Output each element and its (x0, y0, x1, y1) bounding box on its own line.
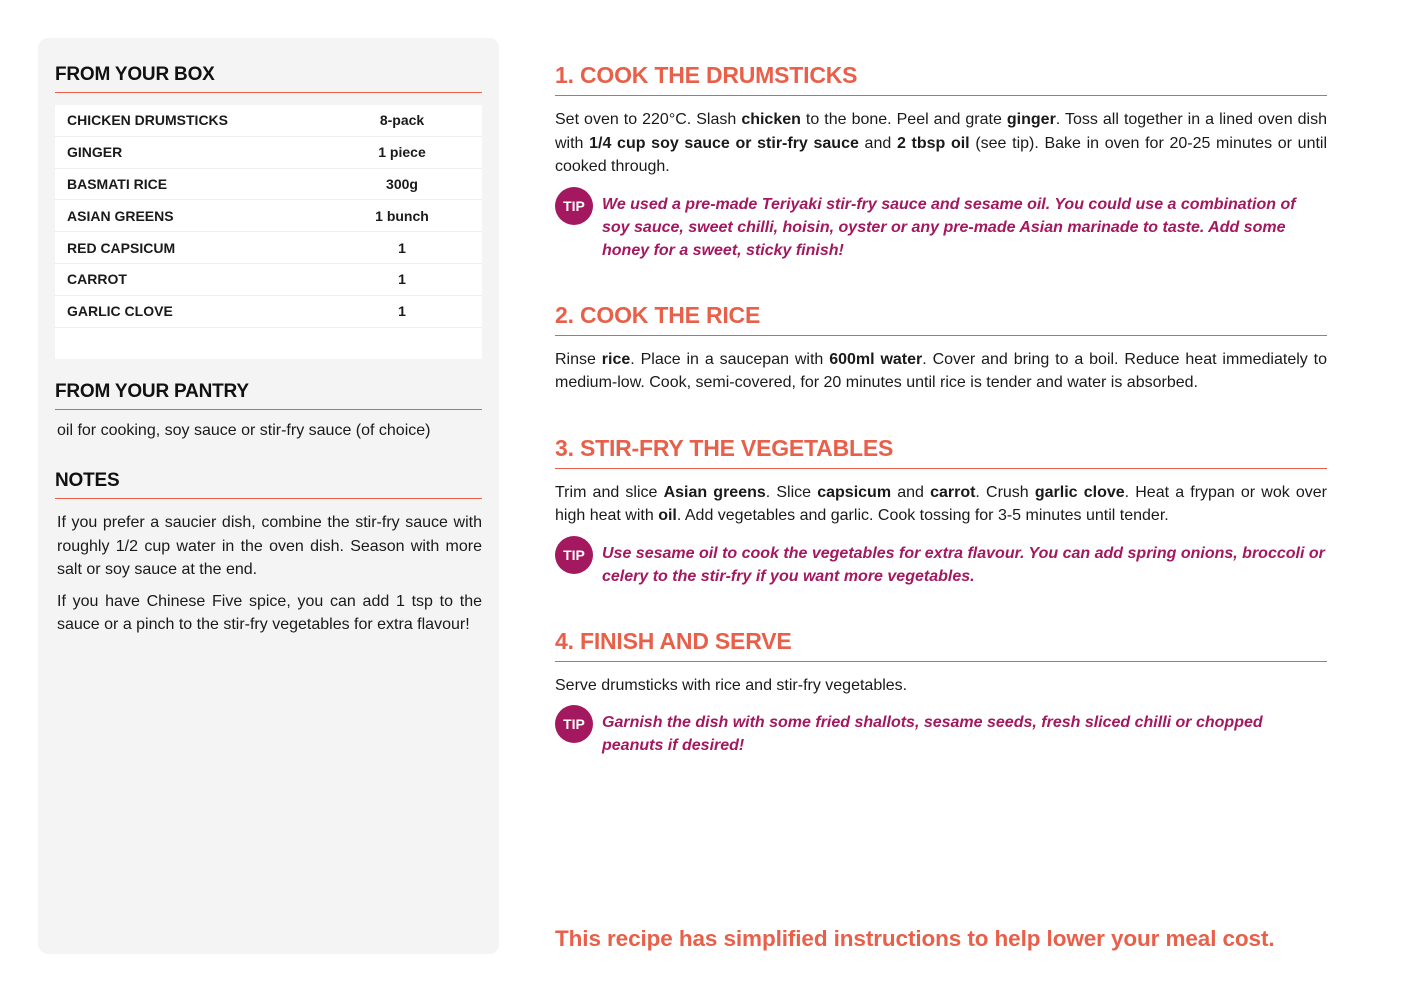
ingredient-qty: 1 piece (378, 144, 426, 161)
note-paragraph: If you prefer a saucier dish, combine the stir-fry sauce with roughly 1/2 cup water in the oven dish. Season with more salt or soy sauce at the end. (57, 514, 482, 578)
ingredient-qty: 1 (398, 271, 406, 288)
notes-heading: NOTES (55, 470, 482, 499)
instruction-text: . Heat a frypan or wok over high heat with (555, 483, 1328, 524)
instruction-text: and (858, 134, 897, 152)
instruction-text: . Add vegetables and garlic. Cook tossing for 3-5 minutes until tender. (676, 507, 1169, 524)
ingredient-row (55, 296, 482, 328)
ingredient-highlight: 2 tbsp oil (896, 134, 970, 152)
ingredient-highlight: capsicum (817, 483, 892, 501)
ingredient-highlight: oil (658, 507, 677, 524)
pantry-text: oil for cooking, soy sauce or stir-fry sauce (of choice) (57, 422, 431, 439)
ingredient-row (55, 264, 482, 296)
instruction-text: . Cover and bring to a boil. Reduce heat immediately to medium-low. Cook, semi-covered, for 20 minutes until rice is tender and water is absorbed. (555, 350, 1328, 391)
instruction-text: and (891, 483, 931, 501)
step-instructions (555, 108, 1327, 179)
ingredient-name: RED CAPSICUM (67, 239, 176, 256)
step-1 (555, 62, 1327, 262)
ingredient-highlight: chicken (741, 111, 801, 128)
ingredient-highlight: Asian greens (663, 483, 766, 501)
ingredient-highlight: carrot (930, 483, 976, 501)
instruction-text: Trim and slice (555, 483, 664, 501)
ingredient-name: GARLIC CLOVE (67, 303, 173, 320)
instruction-text: Rinse (555, 350, 602, 368)
ingredient-qty: 1 (398, 303, 406, 320)
ingredient-qty: 8-pack (379, 112, 425, 129)
step-2 (555, 302, 1327, 395)
instruction-text: Serve drumsticks with rice and stir-fry vegetables. (555, 676, 908, 694)
tip-badge-icon: TIP (555, 187, 593, 225)
instruction-text: . Toss all together in a lined oven dish with (555, 111, 1327, 152)
ingredient-row (55, 232, 482, 264)
tip-badge-icon: TIP (555, 536, 593, 574)
tip-badge-icon: TIP (555, 705, 593, 743)
ingredient-row (55, 105, 482, 137)
ingredient-highlight: 1/4 cup soy sauce or stir-fry sauce (589, 134, 859, 152)
ingredient-name: BASMATI RICE (67, 175, 168, 192)
instruction-text: . Slice (765, 483, 818, 501)
ingredient-name: ASIAN GREENS (67, 207, 174, 224)
ingredient-row (55, 200, 482, 232)
ingredient-row (55, 169, 482, 201)
ingredient-name: GINGER (67, 144, 123, 161)
step-3 (555, 435, 1327, 588)
ingredient-qty: 1 (398, 239, 406, 256)
step-title: 3. STIR-FRY THE VEGETABLES (555, 435, 1327, 469)
ingredients-sidebar (38, 38, 499, 954)
ingredient-name: CARROT (67, 271, 127, 288)
from-your-box-heading: FROM YOUR BOX (55, 64, 482, 93)
ingredient-highlight: ginger (1006, 111, 1056, 128)
ingredient-qty: 300g (386, 175, 418, 192)
instruction-text: Set oven to 220°C. Slash (555, 111, 742, 128)
step-title: 1. COOK THE DRUMSTICKS (555, 62, 1327, 96)
step-instructions (555, 481, 1327, 528)
step-title: 4. FINISH AND SERVE (555, 628, 1327, 662)
ingredients-table (55, 105, 482, 359)
from-your-pantry-heading: FROM YOUR PANTRY (55, 381, 482, 410)
instruction-text: (see tip). Bake in oven for 20-25 minutes or until cooked through. (555, 134, 1328, 175)
step-4 (555, 628, 1327, 758)
ingredient-highlight: garlic clove (1034, 483, 1125, 501)
tip (555, 542, 1327, 588)
step-title: 2. COOK THE RICE (555, 302, 1327, 336)
ingredient-qty: 1 bunch (375, 207, 429, 224)
ingredient-row (55, 137, 482, 169)
tip-text: Garnish the dish with some fried shallots, sesame seeds, fresh sliced chilli or chopped peanuts if desired! (602, 714, 1263, 754)
tip (555, 711, 1327, 757)
note-paragraph: If you have Chinese Five spice, you can add 1 tsp to the sauce or a pinch to the stir-fry vegetables for extra flavour! (57, 592, 482, 633)
tip (555, 193, 1327, 262)
footer-note: This recipe has simplified instructions to help lower your meal cost. (555, 926, 1275, 951)
instruction-text: to the bone. Peel and grate (800, 111, 1007, 128)
ingredient-name: CHICKEN DRUMSTICKS (67, 112, 228, 129)
ingredient-highlight: 600ml water (829, 350, 923, 368)
step-instructions (555, 674, 1327, 698)
ingredient-highlight: rice (601, 350, 631, 368)
step-instructions (555, 348, 1327, 395)
instruction-text: . Place in a saucepan with (630, 350, 830, 368)
instruction-text: . Crush (975, 483, 1035, 501)
tip-text: Use sesame oil to cook the vegetables for extra flavour. You can add spring onions, broccoli or celery to the stir-fry if you want more vegetables. (602, 544, 1325, 585)
method-steps (555, 62, 1327, 797)
tip-text: We used a pre-made Teriyaki stir-fry sauce and sesame oil. You could use a combination of soy sauce, sweet chilli, hoisin, oyster or any pre-made Asian marinade to taste. Add some honey for a sweet, sticky finish! (602, 195, 1296, 259)
